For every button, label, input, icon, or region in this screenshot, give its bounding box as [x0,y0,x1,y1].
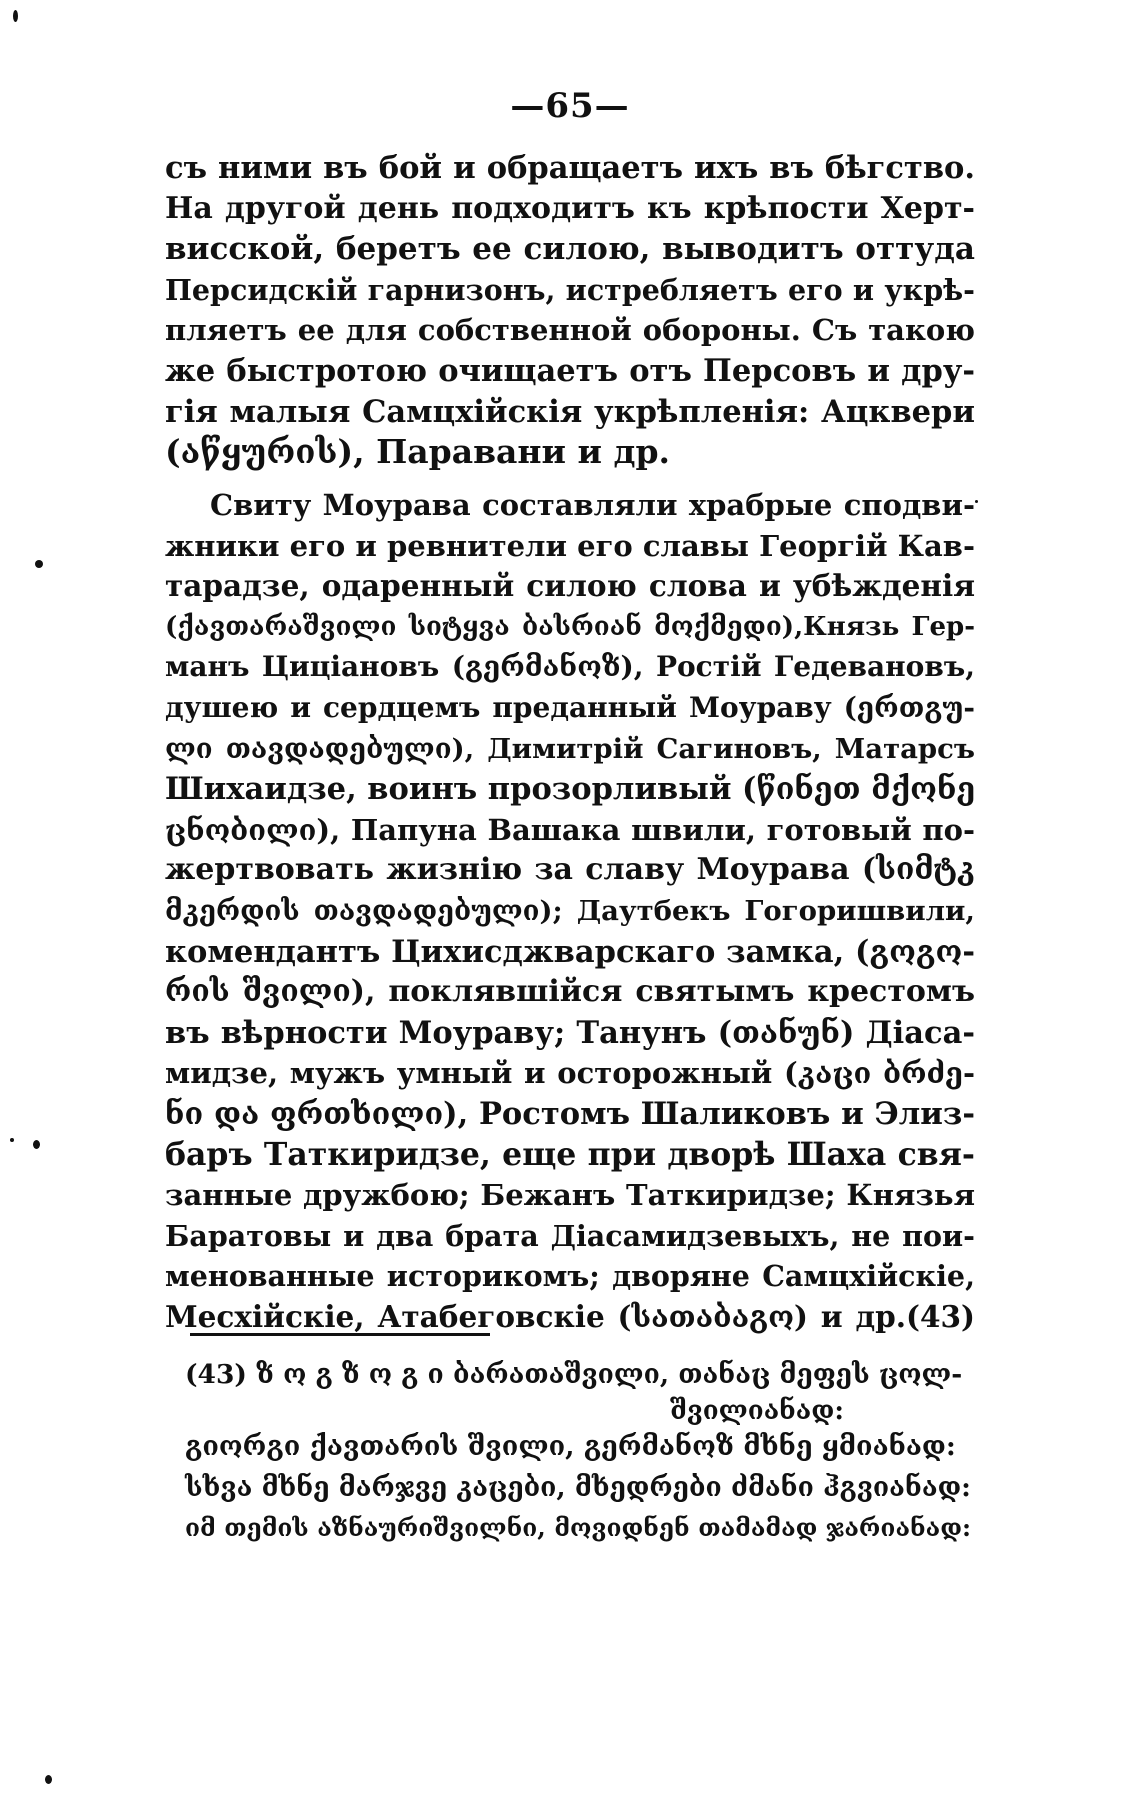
text-line: ნი და ფრთხილი), Ростомъ Шаликовъ и Элиз- [165,1095,975,1132]
text-line: რის შვილი), поклявшійся святымъ крестомъ [165,974,975,1010]
text-line: На другой день подходитъ къ крѣпости Херт- [165,190,975,226]
text-line: менованные историкомъ; дворяне Самцхійскіе, [165,1259,975,1294]
paragraph-2 [165,485,975,1337]
footnote-line: (43) ზ ო გ ზ ო გ ი ბარათაშვილი, თანაც მეფეს ცოლ- [185,1359,963,1390]
text-line: мидзе, мужъ умный и осторожный (კაცი ბრძე- [165,1056,975,1091]
scan-speck [10,1138,14,1142]
text-line: Персидскій гарнизонъ, истребляетъ его и укрѣ- [165,272,975,307]
text-line: занные дружбою; Бежанъ Таткиридзе; Князья [165,1178,975,1213]
text-line: висской, беретъ ее силою, выводитъ оттуда [165,231,975,268]
scan-speck [13,10,18,22]
text-line: Свиту Моурава составляли храбрые сподви- [210,488,975,522]
scan-speck [33,1140,40,1149]
footnote-line: გიორგი ქავთარის შვილი, გერმანოზ მხნე ყმიანად: [185,1431,956,1462]
scan-speck [35,560,43,568]
text-line: жники его и ревнители его славы Георгій Кав- [165,528,975,563]
text-line: Шихаидзе, воинъ прозорливый (წინეთ მქონე [165,771,976,808]
text-line: тарадзе, одаренный силою слова и убѣжденія [165,568,975,604]
scan-speck [45,1775,52,1784]
scan-speck [975,500,978,503]
text-line: მკერდის თავდადებული); Даутбекъ Гогоришвили, [165,894,975,927]
page-number: —65— [510,86,630,126]
text-line: манъ Цицiановъ (გერმანოზ), Ростій Гедевановъ, [165,650,975,684]
footnote-separator [190,1333,490,1336]
text-line: душею и сердцемъ преданный Моураву (ერთგუ- [165,690,975,724]
footnote-line: იმ თემის აზნაურიშვილნი, მოვიდნენ თამამად ჯარიანად: [185,1513,972,1542]
text-line: (აწყურის), Паравани и др. [165,432,671,472]
text-line: гія малыя Самцхійскія укрѣпленія: Ацквери [165,393,975,430]
text-line: ცნობილი), Папуна Вашака швили, готовый по- [165,812,975,847]
footnote-line: სხვა მხნე მარჯვე კაცები, მხედრები ძმანი ჰგვიანად: [185,1471,971,1503]
footnote-line: შვილიანად: [670,1396,844,1426]
text-line: съ ними въ бой и обращаетъ ихъ въ бѣгство. [165,150,975,186]
text-line: пляетъ ее для собственной обороны. Съ такою [165,313,975,348]
text-line: Баратовы и два брата Діасамидзевыхъ, не пои- [165,1218,975,1253]
text-line: (ქავთარაშვილი სიტყვა ბასრიან მოქმედი),Князь Гер- [165,611,975,642]
text-line: Месхійскіе, Атабеговскіе (სათაბაგო) и др.(43) [165,1298,975,1334]
footnote [185,1355,975,1549]
paragraph-1 [165,148,975,473]
text-line: же быстротою очищаетъ отъ Персовъ и дру- [165,352,975,389]
text-line: баръ Таткиридзе, еще при дворѣ Шаха свя- [165,1135,975,1173]
text-line: въ вѣрности Моураву; Танунъ (თანუნ) Діаса- [165,1014,975,1051]
text-line: жертвовать жизнію за славу Моурава (სიმტკ [165,852,975,888]
text-line: комендантъ Цихисджварскаго замка, (გოგო- [165,933,975,970]
text-line: ლი თავდადებული), Димитрій Сагиновъ, Матарсъ [165,732,975,765]
